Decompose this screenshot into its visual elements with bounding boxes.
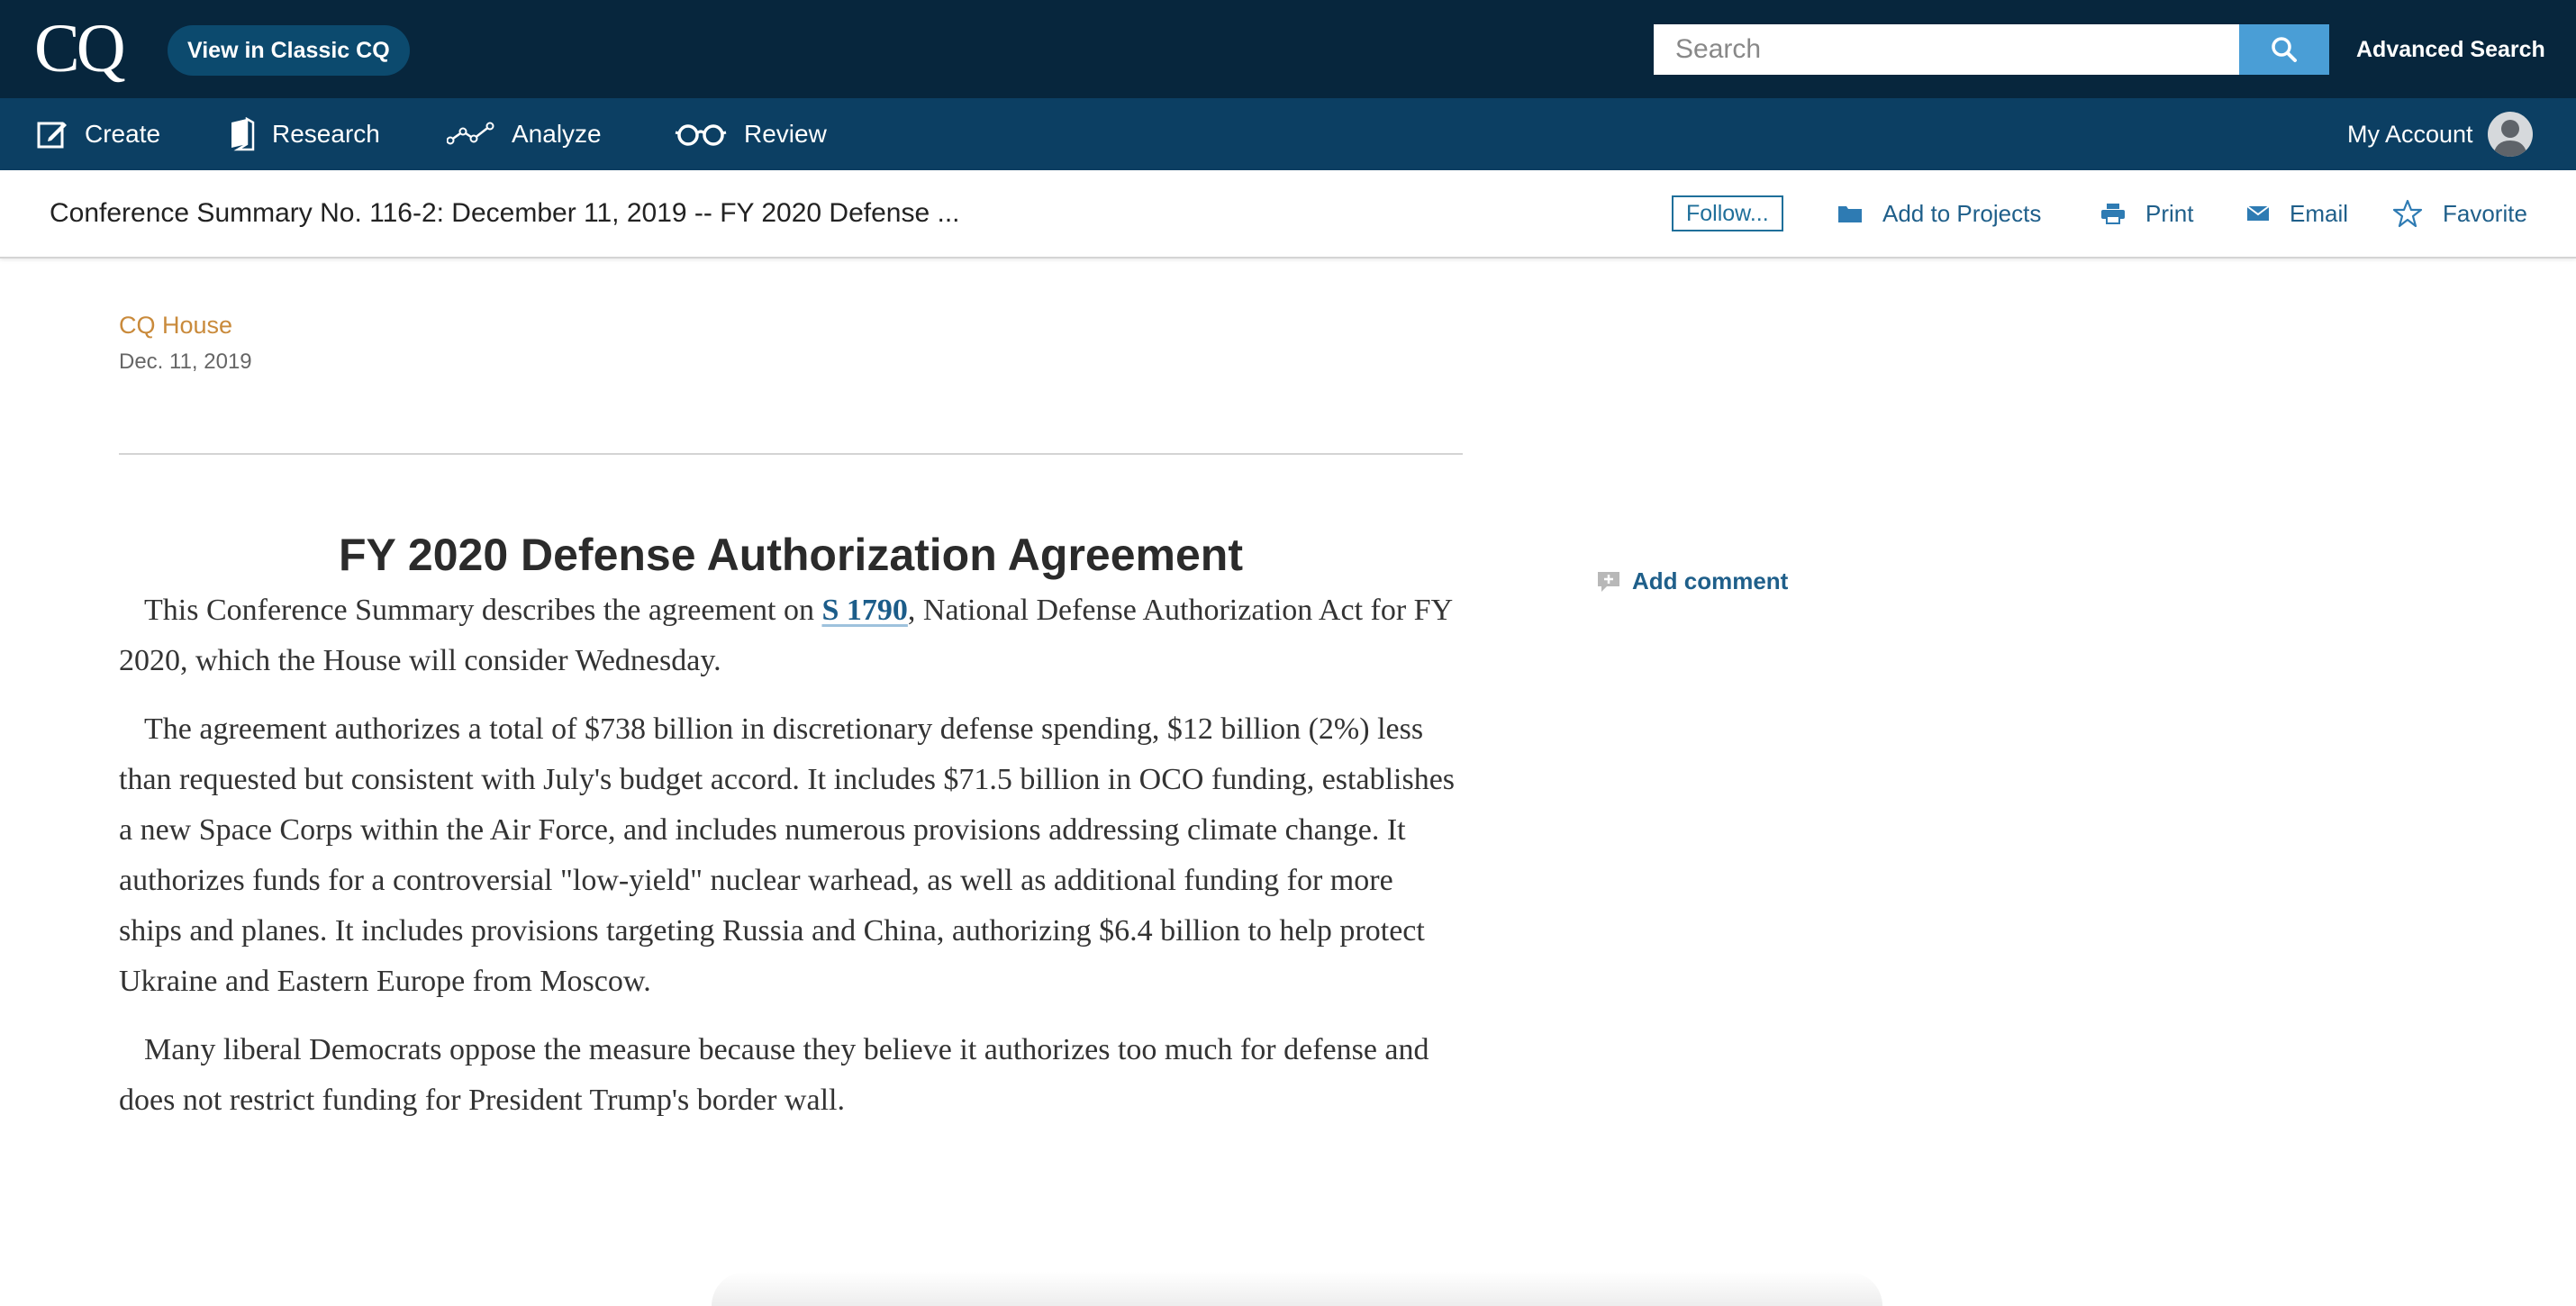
article-body bbox=[119, 585, 1463, 1144]
paragraph-3: Many liberal Democrats oppose the measure because they believe it authorizes too much for defense and does not restrict funding for President Trump's border wall. bbox=[119, 1033, 1429, 1117]
envelope-icon bbox=[2246, 204, 2270, 222]
source-label[interactable]: CQ House bbox=[119, 312, 233, 339]
nav-label-review: Review bbox=[744, 120, 827, 148]
email-label: Email bbox=[2290, 199, 2349, 227]
add-comment-button[interactable] bbox=[1596, 567, 1788, 595]
my-account-label: My Account bbox=[2347, 120, 2473, 148]
folder-icon bbox=[1837, 204, 1863, 223]
paragraph-1 bbox=[119, 585, 1463, 686]
cq-logo[interactable]: CQ bbox=[34, 11, 122, 86]
follow-button[interactable]: Follow... bbox=[1672, 195, 1783, 231]
print-label: Print bbox=[2145, 199, 2194, 227]
add-comment-label: Add comment bbox=[1632, 567, 1789, 594]
search-button[interactable] bbox=[2239, 24, 2329, 75]
comment-icon bbox=[1596, 569, 1621, 594]
document-title: Conference Summary No. 116-2: December 11, 2019 -- FY 2020 Defense ... bbox=[50, 198, 960, 228]
star-icon bbox=[2392, 199, 2423, 228]
paragraph-1-rest: , National Defense Authorization Act for FY 2020, which the House will consider Wednesday. bbox=[119, 594, 1452, 677]
nav-label-create: Create bbox=[85, 120, 161, 148]
printer-icon bbox=[2100, 203, 2126, 224]
nav-label-research: Research bbox=[272, 120, 380, 148]
main-nav bbox=[0, 98, 2576, 170]
top-header bbox=[0, 0, 2576, 98]
user-icon bbox=[2488, 112, 2533, 157]
favorite-label: Favorite bbox=[2443, 199, 2527, 227]
publish-date: Dec. 11, 2019 bbox=[119, 349, 252, 374]
bill-link-s1790[interactable]: S 1790 bbox=[821, 594, 908, 627]
nav-item-review[interactable] bbox=[674, 98, 827, 170]
view-classic-button[interactable]: View in Classic CQ bbox=[168, 25, 410, 76]
advanced-search-link[interactable]: Advanced Search bbox=[2356, 37, 2545, 62]
document-toolbar bbox=[0, 170, 2576, 258]
nav-label-analyze: Analyze bbox=[512, 120, 602, 148]
my-account-menu[interactable] bbox=[2347, 98, 2533, 170]
footer-shadow bbox=[712, 1272, 1882, 1306]
paragraph-1-intro: This Conference Summary describes the agreement on bbox=[144, 594, 822, 627]
line-graph-icon bbox=[447, 121, 495, 148]
nav-item-research[interactable] bbox=[229, 98, 380, 170]
paragraph-2: The agreement authorizes a total of $738 billion in discretionary defense spending, $12 billion (2%) less than requested but consistent with July's budget accord. It includes $71.5 billion in OCO funding, establishes a new Space Corps within the Air Force, and includes numerous provisions addressing climate change. It authorizes funds for a controversial "low-yield" nuclear warhead, as well as additional funding for more ships and planes. It includes provisions targeting Russia and China, authorizing $6.4 billion to help protect Ukraine and Eastern Europe from Moscow. bbox=[119, 712, 1456, 998]
search-icon bbox=[2271, 36, 2298, 63]
favorite-button[interactable] bbox=[2392, 170, 2527, 257]
edit-icon bbox=[36, 118, 68, 150]
divider bbox=[119, 453, 1463, 455]
email-button[interactable] bbox=[2246, 170, 2348, 257]
glasses-icon bbox=[674, 121, 728, 148]
print-button[interactable] bbox=[2100, 170, 2193, 257]
search-input[interactable] bbox=[1654, 24, 2239, 75]
nav-item-create[interactable] bbox=[36, 98, 160, 170]
book-icon bbox=[229, 117, 256, 151]
article-headline: FY 2020 Defense Authorization Agreement bbox=[339, 530, 1243, 580]
avatar bbox=[2488, 112, 2533, 157]
add-to-projects-label: Add to Projects bbox=[1882, 199, 2042, 227]
nav-item-analyze[interactable] bbox=[447, 98, 602, 170]
add-to-projects-button[interactable] bbox=[1837, 170, 2041, 257]
